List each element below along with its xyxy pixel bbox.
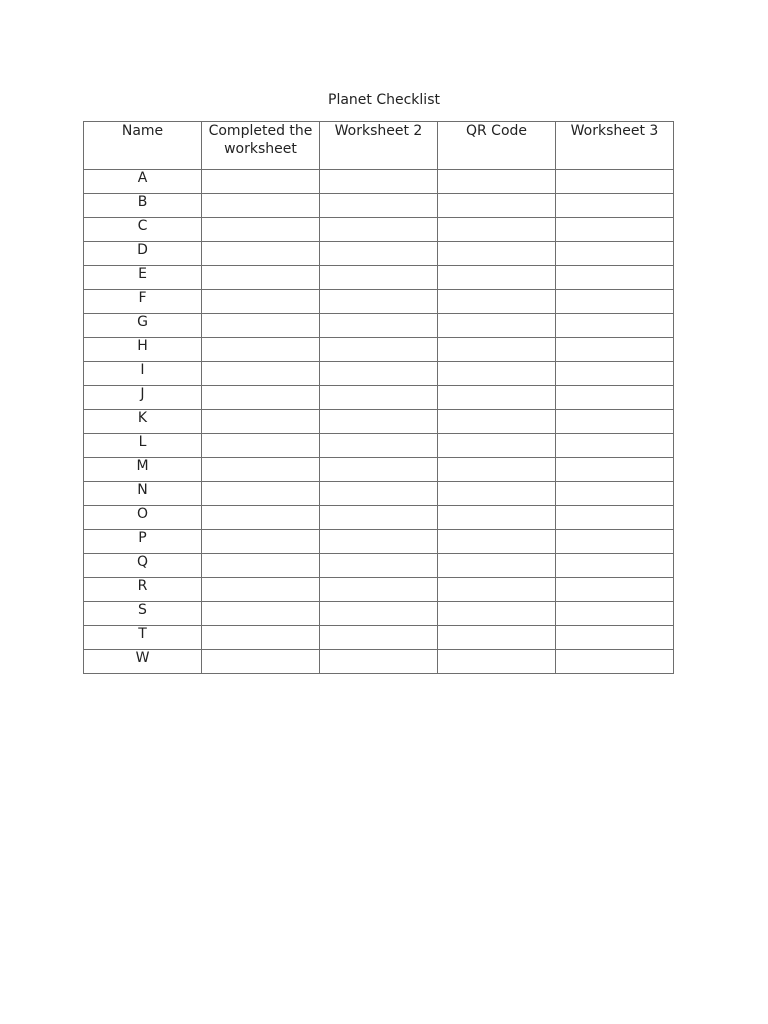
qr-code-cell[interactable] (438, 362, 556, 386)
worksheet-2-cell[interactable] (320, 506, 438, 530)
completed-cell[interactable] (202, 530, 320, 554)
table-row (84, 458, 674, 482)
worksheet-2-cell[interactable] (320, 242, 438, 266)
worksheet-3-cell[interactable] (556, 554, 674, 578)
qr-code-cell[interactable] (438, 434, 556, 458)
table-row (84, 434, 674, 458)
completed-cell[interactable] (202, 314, 320, 338)
worksheet-3-cell[interactable] (556, 314, 674, 338)
qr-code-cell[interactable] (438, 530, 556, 554)
row-name-cell: S (84, 602, 202, 626)
table-row (84, 482, 674, 506)
worksheet-3-cell[interactable] (556, 650, 674, 674)
table-row (84, 170, 674, 194)
qr-code-cell[interactable] (438, 218, 556, 242)
completed-cell[interactable] (202, 434, 320, 458)
completed-cell[interactable] (202, 506, 320, 530)
worksheet-3-cell[interactable] (556, 218, 674, 242)
header-worksheet-2: Worksheet 2 (320, 122, 438, 170)
qr-code-cell[interactable] (438, 290, 556, 314)
worksheet-2-cell[interactable] (320, 314, 438, 338)
worksheet-2-cell[interactable] (320, 602, 438, 626)
qr-code-cell[interactable] (438, 626, 556, 650)
row-name-cell: O (84, 506, 202, 530)
worksheet-2-cell[interactable] (320, 650, 438, 674)
row-name-cell: T (84, 626, 202, 650)
completed-cell[interactable] (202, 338, 320, 362)
worksheet-3-cell[interactable] (556, 194, 674, 218)
worksheet-3-cell[interactable] (556, 578, 674, 602)
worksheet-3-cell[interactable] (556, 386, 674, 410)
table-row (84, 314, 674, 338)
completed-cell[interactable] (202, 194, 320, 218)
row-name-cell: J (84, 386, 202, 410)
row-name-cell: W (84, 650, 202, 674)
row-name-cell: H (84, 338, 202, 362)
worksheet-3-cell[interactable] (556, 170, 674, 194)
worksheet-3-cell[interactable] (556, 362, 674, 386)
worksheet-3-cell[interactable] (556, 434, 674, 458)
page-title: Planet Checklist (328, 92, 440, 108)
header-qr-code: QR Code (438, 122, 556, 170)
row-name-cell: R (84, 578, 202, 602)
table-row (84, 266, 674, 290)
qr-code-cell[interactable] (438, 554, 556, 578)
header-name: Name (84, 122, 202, 170)
row-name-cell: I (84, 362, 202, 386)
row-name-cell: N (84, 482, 202, 506)
worksheet-2-cell[interactable] (320, 386, 438, 410)
worksheet-3-cell[interactable] (556, 602, 674, 626)
qr-code-cell[interactable] (438, 578, 556, 602)
completed-cell[interactable] (202, 482, 320, 506)
table-row (84, 530, 674, 554)
qr-code-cell[interactable] (438, 314, 556, 338)
table-row (84, 218, 674, 242)
worksheet-2-cell[interactable] (320, 362, 438, 386)
row-name-cell: F (84, 290, 202, 314)
row-name-cell: Q (84, 554, 202, 578)
row-name-cell: G (84, 314, 202, 338)
worksheet-2-cell[interactable] (320, 554, 438, 578)
worksheet-2-cell[interactable] (320, 530, 438, 554)
header-row (84, 122, 674, 170)
qr-code-cell[interactable] (438, 170, 556, 194)
qr-code-cell[interactable] (438, 386, 556, 410)
completed-cell[interactable] (202, 626, 320, 650)
row-name-cell: A (84, 170, 202, 194)
qr-code-cell[interactable] (438, 338, 556, 362)
worksheet-2-cell[interactable] (320, 170, 438, 194)
table-row (84, 410, 674, 434)
worksheet-2-cell[interactable] (320, 338, 438, 362)
worksheet-3-cell[interactable] (556, 626, 674, 650)
worksheet-3-cell[interactable] (556, 482, 674, 506)
completed-cell[interactable] (202, 410, 320, 434)
row-name-cell: E (84, 266, 202, 290)
worksheet-2-cell[interactable] (320, 626, 438, 650)
worksheet-2-cell[interactable] (320, 290, 438, 314)
worksheet-2-cell[interactable] (320, 434, 438, 458)
qr-code-cell[interactable] (438, 194, 556, 218)
header-worksheet-3: Worksheet 3 (556, 122, 674, 170)
table-row (84, 338, 674, 362)
qr-code-cell[interactable] (438, 410, 556, 434)
worksheet-2-cell[interactable] (320, 410, 438, 434)
completed-cell[interactable] (202, 458, 320, 482)
qr-code-cell[interactable] (438, 602, 556, 626)
row-name-cell: K (84, 410, 202, 434)
completed-cell[interactable] (202, 242, 320, 266)
table-row (84, 362, 674, 386)
completed-cell[interactable] (202, 386, 320, 410)
worksheet-3-cell[interactable] (556, 530, 674, 554)
completed-cell[interactable] (202, 650, 320, 674)
worksheet-3-cell[interactable] (556, 410, 674, 434)
checklist-table (83, 121, 674, 674)
qr-code-cell[interactable] (438, 506, 556, 530)
table-row (84, 290, 674, 314)
row-name-cell: L (84, 434, 202, 458)
completed-cell[interactable] (202, 554, 320, 578)
header-completed: Completed the worksheet (202, 122, 320, 170)
table-row (84, 242, 674, 266)
worksheet-3-cell[interactable] (556, 290, 674, 314)
worksheet-2-cell[interactable] (320, 266, 438, 290)
completed-cell[interactable] (202, 602, 320, 626)
worksheet-3-cell[interactable] (556, 242, 674, 266)
row-name-cell: D (84, 242, 202, 266)
table-row (84, 602, 674, 626)
worksheet-2-cell[interactable] (320, 482, 438, 506)
completed-cell[interactable] (202, 290, 320, 314)
table-row (84, 554, 674, 578)
worksheet-3-cell[interactable] (556, 266, 674, 290)
worksheet-2-cell[interactable] (320, 458, 438, 482)
worksheet-3-cell[interactable] (556, 338, 674, 362)
completed-cell[interactable] (202, 218, 320, 242)
qr-code-cell[interactable] (438, 482, 556, 506)
qr-code-cell[interactable] (438, 266, 556, 290)
worksheet-3-cell[interactable] (556, 458, 674, 482)
row-name-cell: M (84, 458, 202, 482)
completed-cell[interactable] (202, 578, 320, 602)
completed-cell[interactable] (202, 170, 320, 194)
completed-cell[interactable] (202, 266, 320, 290)
worksheet-2-cell[interactable] (320, 578, 438, 602)
table-row (84, 506, 674, 530)
table-row (84, 626, 674, 650)
row-name-cell: B (84, 194, 202, 218)
table-row (84, 386, 674, 410)
worksheet-2-cell[interactable] (320, 194, 438, 218)
table-row (84, 194, 674, 218)
worksheet-3-cell[interactable] (556, 506, 674, 530)
row-name-cell: P (84, 530, 202, 554)
qr-code-cell[interactable] (438, 458, 556, 482)
qr-code-cell[interactable] (438, 650, 556, 674)
qr-code-cell[interactable] (438, 242, 556, 266)
row-name-cell: C (84, 218, 202, 242)
table-row (84, 650, 674, 674)
table-row (84, 578, 674, 602)
worksheet-2-cell[interactable] (320, 218, 438, 242)
completed-cell[interactable] (202, 362, 320, 386)
